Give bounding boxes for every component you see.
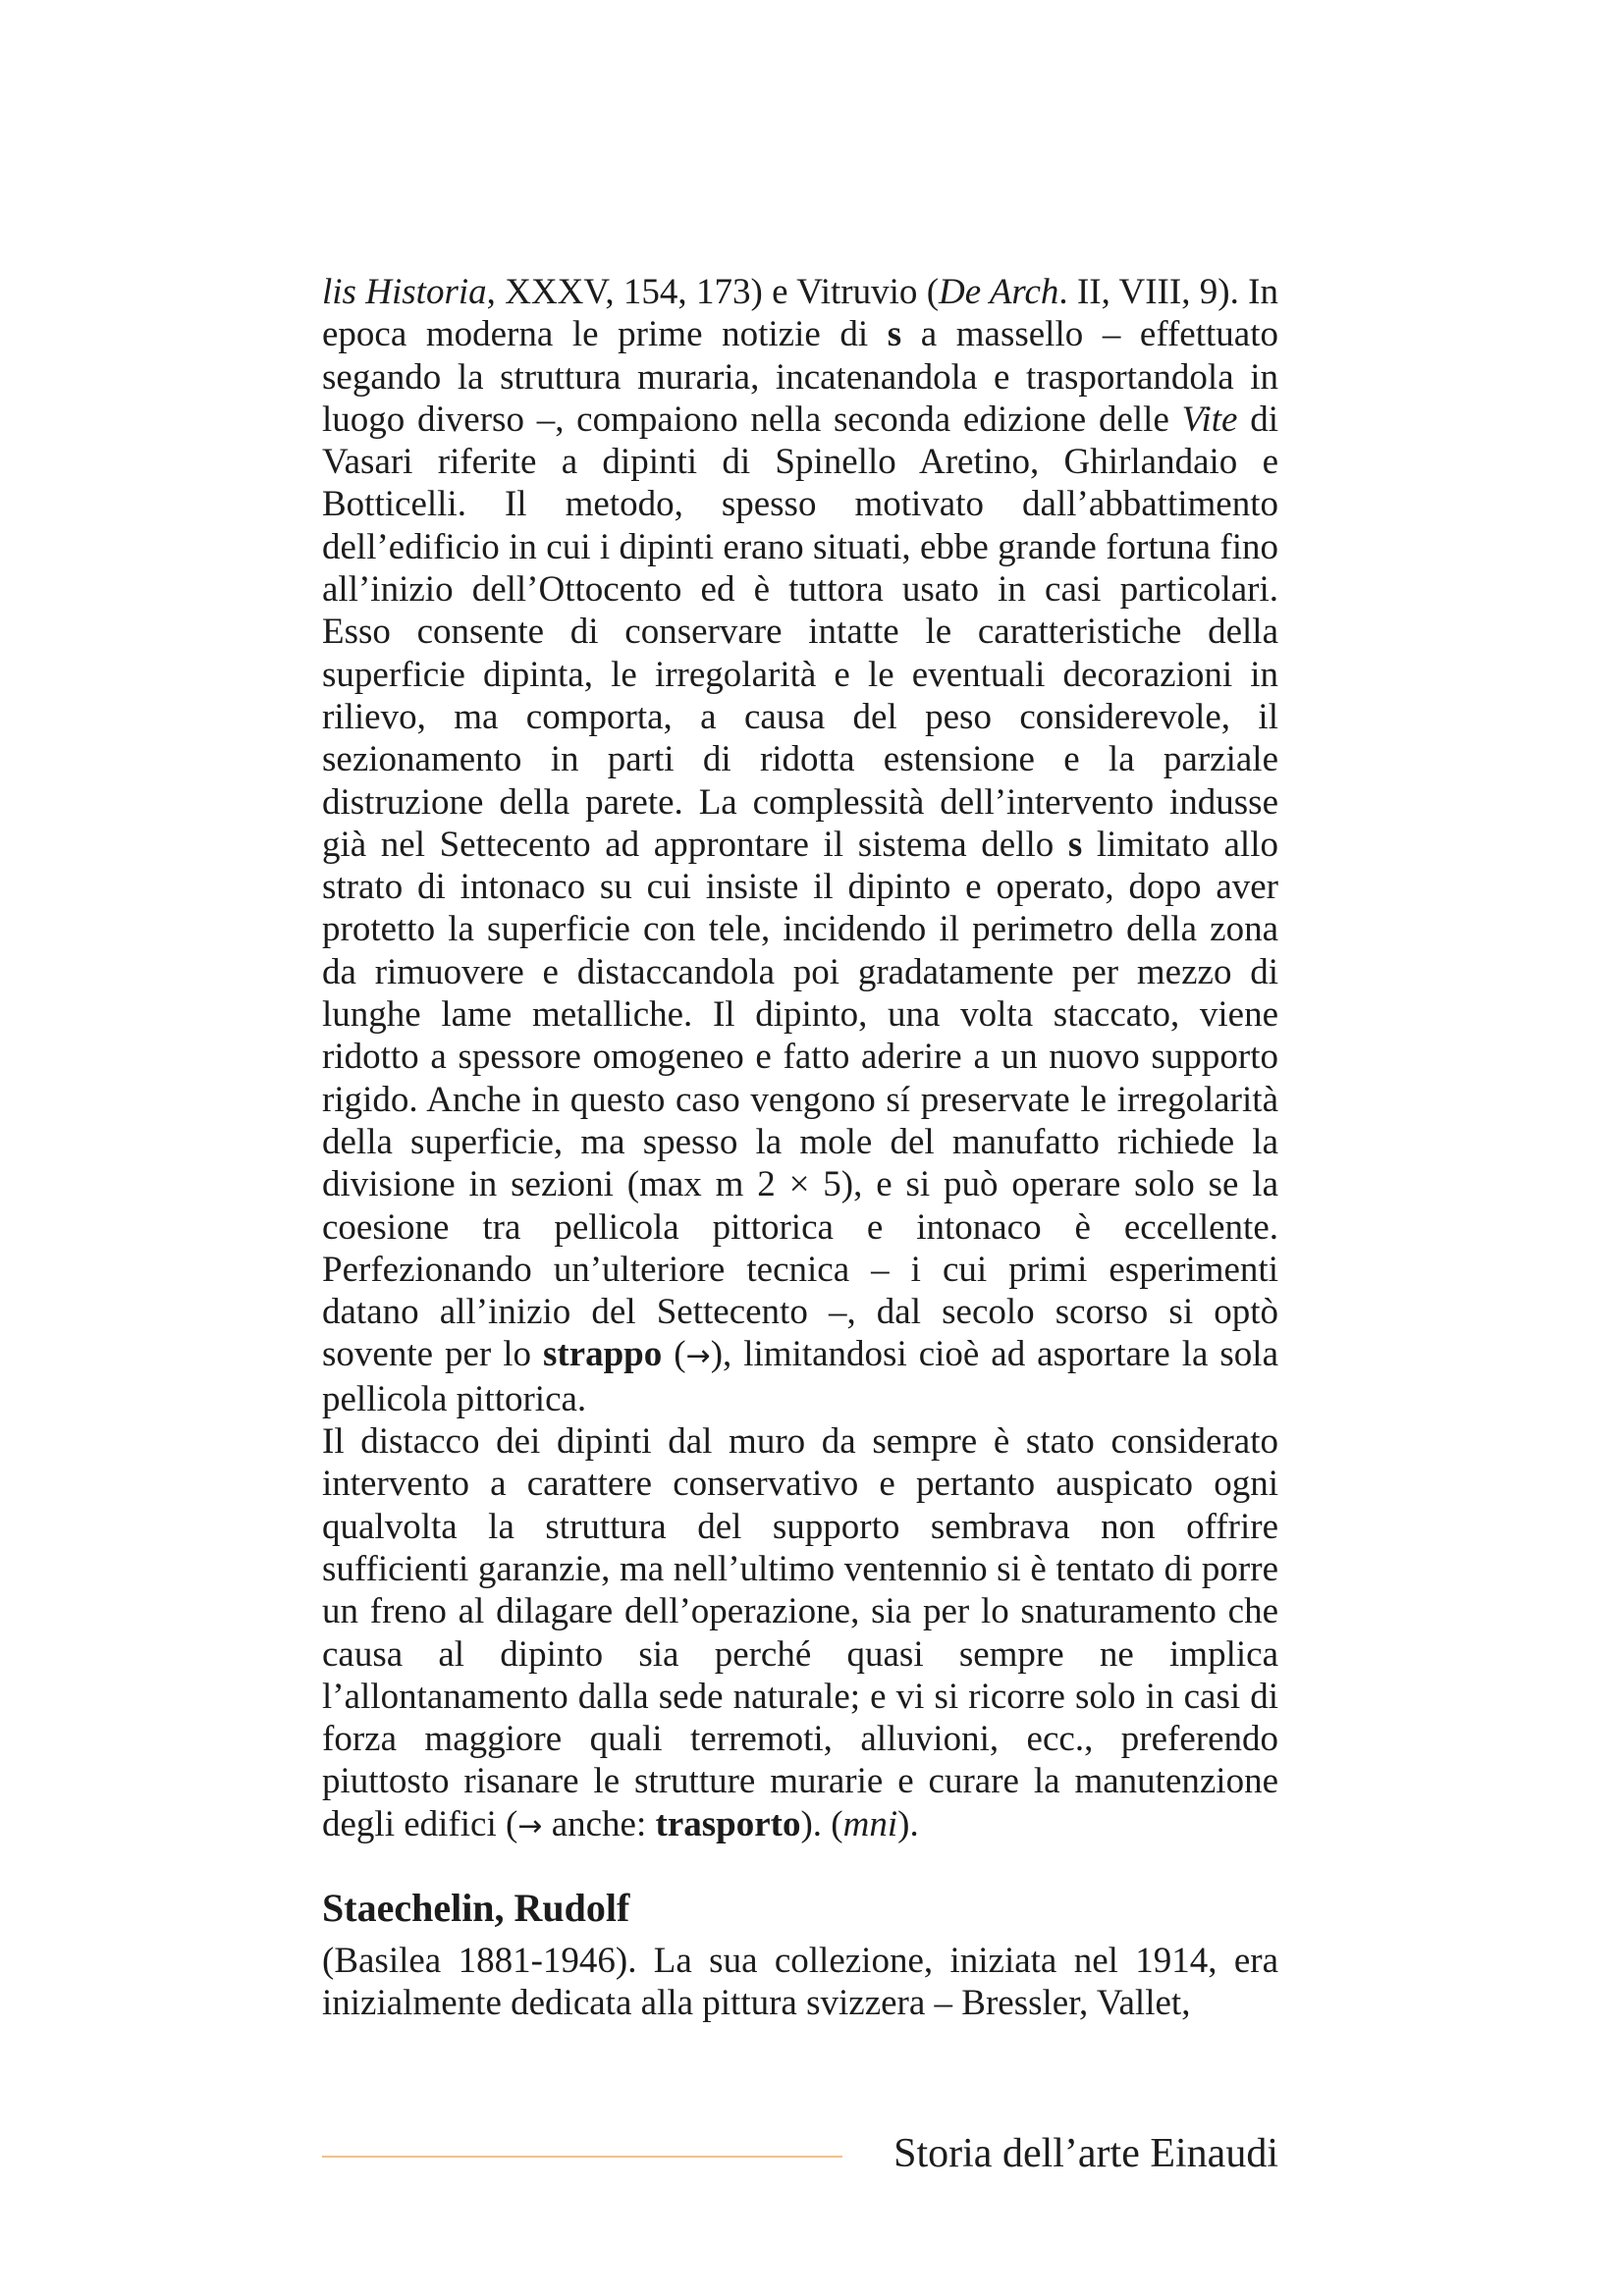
entry-paragraph-2 xyxy=(322,1420,1278,1847)
work-title: Vite xyxy=(1181,399,1238,440)
text-run: ). ( xyxy=(800,1803,843,1844)
work-title: De Arch xyxy=(939,272,1059,312)
text-run: ), limitandosi cioè ad asportare la sola pellicola pittorica. xyxy=(322,1334,1279,1419)
text-run: di Vasari riferite a dipinti di Spinello Aretino, Ghirlandaio e Botticelli. Il metodo, spesso motivato dall’abbattimento dell’edificio in cui i dipinti erano situati, ebbe grande fortuna fino all’inizio dell’Ottocento ed è tuttora usato in casi particolari. Esso consente di conservare intatte le caratteristiche della superficie dipinta, le irregolarità e le eventuali decorazioni in rilievo, ma comporta, a causa del peso considerevole, il sezionamento in parti di ridotta estensione e la parziale distruzione della parete. La complessità dell’intervento indusse già nel Settecento ad approntare il sistema dello xyxy=(322,399,1278,865)
entry-paragraph-3: (Basilea 1881-1946). La sua collezione, iniziata nel 1914, era inizialmente dedicata alla pittura svizzera – Bressler, Vallet, xyxy=(322,1940,1278,2024)
entry-abbreviation: s xyxy=(887,314,902,355)
text-run: , XXXV, 154, 173) e Vitruvio ( xyxy=(486,272,940,312)
text-run: ( xyxy=(662,1334,686,1375)
page-footer xyxy=(322,2126,1278,2181)
work-title: lis Historia xyxy=(322,272,487,312)
cross-reference-strappo: strappo xyxy=(542,1334,663,1375)
text-run: . II, VIII, 9). In epoca moderna le prime notizie di xyxy=(322,272,1278,355)
entry-abbreviation: s xyxy=(1067,824,1083,865)
footer-rule xyxy=(322,2156,842,2158)
text-run: ). xyxy=(897,1803,919,1844)
entry-paragraph-1 xyxy=(322,271,1278,1420)
text-run: anche: xyxy=(542,1803,656,1844)
arrow-right-icon: → xyxy=(685,1339,711,1374)
footer-title: Storia dell’arte Einaudi xyxy=(893,2131,1278,2176)
author-initials: mni xyxy=(842,1803,898,1844)
arrow-right-icon: → xyxy=(517,1808,543,1843)
page-body xyxy=(322,271,1278,2025)
entry-heading: Staechelin, Rudolf xyxy=(322,1885,630,1930)
cross-reference-trasporto: trasporto xyxy=(655,1803,801,1844)
text-run: a massello – effettuato segando la struttura muraria, incatenandola e trasportandola in luogo diverso –, compaiono nella seconda edizione delle xyxy=(322,314,1278,440)
text-run: Il distacco dei dipinti dal muro da sempre è stato considerato intervento a carattere conservativo e pertanto auspicato ogni qualvolta la struttura del supporto sembrava non offrire sufficienti garanzie, ma nell’ultimo ventennio si è tentato di porre un freno al dilagare dell’operazione, sia per lo snaturamento che causa al dipinto sia perché quasi sempre ne implica l’allontanamento dalla sede naturale; e vi si ricorre solo in casi di forza maggiore quali terremoti, alluvioni, ecc., preferendo piuttosto risanare le strutture murarie e curare la manutenzione degli edifici ( xyxy=(322,1421,1278,1844)
text-run: limitato allo strato di intonaco su cui insiste il dipinto e operato, dopo aver protetto la superficie con tele, incidendo il perimetro della zona da rimuovere e distaccandola poi gradatamente per mezzo di lunghe lame metalliche. Il dipinto, una volta staccato, viene ridotto a spessore omogeneo e fatto aderire a un nuovo supporto rigido. Anche in questo caso vengono sí preservate le irregolarità della superficie, ma spesso la mole del manufatto richiede la divisione in sezioni (max m 2 × 5), e si può operare solo se la coesione tra pellicola pittorica e intonaco è eccellente. Perfezionando un’ulteriore tecnica – i cui primi esperimenti datano all’inizio del Settecento –, dal secolo scorso si optò sovente per lo xyxy=(322,824,1278,1375)
